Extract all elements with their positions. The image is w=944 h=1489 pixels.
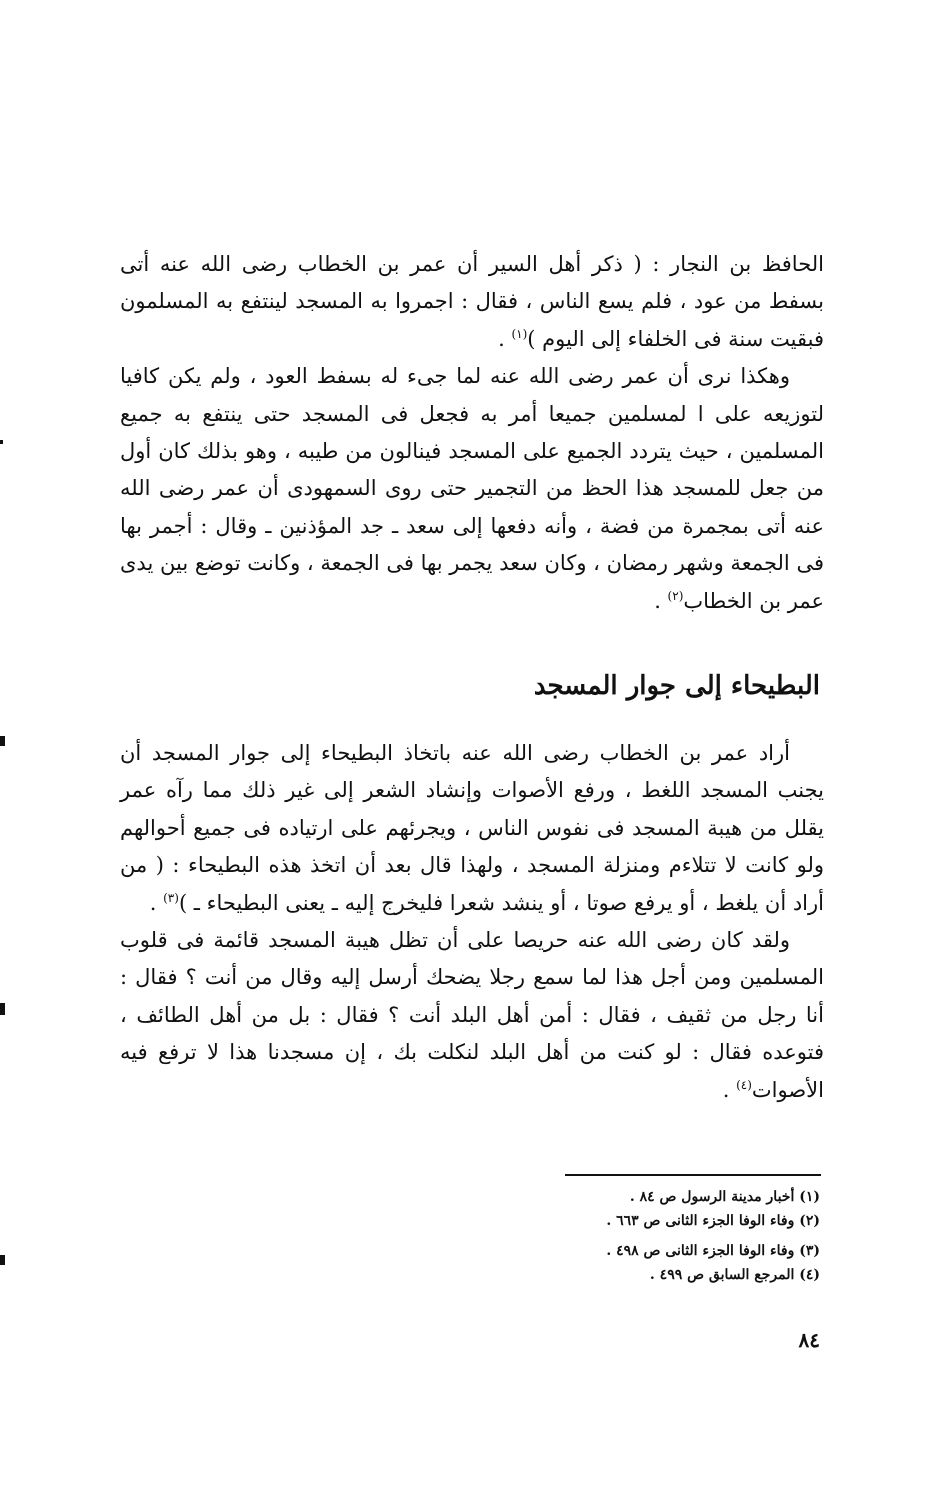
- footnote-divider: [565, 1174, 821, 1176]
- section-heading: البطيحاء إلى جوار المسجد: [533, 671, 820, 701]
- paragraph-2-text: وهكذا نرى أن عمر رضى الله عنه لما جىء له بسفط العود ، ولم يكن كافيا لتوزيعه على ا لمسلمين جميعا أمر به فجعل فى المسجد حتى ينتفع به جميع المسلمين ، حيث يتردد الجميع على المسجد فينالون من طيبه ، وهو بذلك كان أول من جعل للمسجد هذا الحظ من التجمير حتى روى السمهودى أن عمر رضى الله عنه أتى بمجمرة من فضة ، وأنه دفعها إلى سعد ـ جد المؤذنين ـ وقال : أجمر بها فى الجمعة وشهر رمضان ، وكان سعد يجمر بها فى الجمعة ، وكانت توضع بين يدى عمر بن الخطاب: [120, 364, 824, 613]
- text-block-bottom: [120, 735, 824, 1109]
- paragraph-4-text: ولقد كان رضى الله عنه حريصا على أن تظل هيبة المسجد قائمة فى قلوب المسلمين ومن أجل هذا لما سمع رجلا يضحك أرسل إليه وقال من أنت ؟ فقال : أنا رجل من ثقيف ، فقال : أمن أهل البلد أنت ؟ فقال : بل من أهل الطائف ، فتوعده فقال : لو كنت من أهل البلد لنكلت بك ، إن مسجدنا هذا لا ترفع فيه الأصوات: [120, 928, 824, 1102]
- paragraph-1-text: الحافظ بن النجار : ( ذكر أهل السير أن عمر بن الخطاب رضى الله عنه أتى بسفط من عود ، فلم يسع الناس ، فقال : اجمروا به المسجد لينتفع به المسلمون فبقيت سنة فى الخلفاء إلى اليوم ): [120, 252, 824, 351]
- paragraph-1-end: .: [498, 326, 512, 351]
- footnotes: [400, 1185, 820, 1287]
- scan-edge-mark: [0, 1003, 5, 1015]
- paragraph-1: [120, 246, 824, 358]
- paragraph-3-text: أراد عمر بن الخطاب رضى الله عنه باتخاذ البطيحاء إلى جوار المسجد أن يجنب المسجد اللغط ، ورفع الأصوات وإنشاد الشعر إلى غير ذلك مما رآه عمر يقلل من هيبة المسجد فى نفوس الناس ، ويجرئهم على ارتياده فى جميع أحوالهم ولو كانت لا تتلاءم ومنزلة المسجد ، ولهذا قال بعد أن اتخذ هذه البطيحاء : ( من أراد أن يلغط ، أو يرفع صوتا ، أو ينشد شعرا فليخرج إليه ـ يعنى البطيحاء ـ ): [120, 741, 824, 915]
- paragraph-4: [120, 922, 824, 1109]
- footnote-3: (٣) وفاء الوفا الجزء الثانى ص ٤٩٨ .: [606, 1243, 820, 1259]
- paragraph-2-end: .: [654, 588, 668, 613]
- footnote-ref-1: (١): [511, 326, 528, 341]
- scan-edge-mark: [0, 736, 5, 746]
- footnote-2: (٢) وفاء الوفا الجزء الثانى ص ٦٦٣ .: [606, 1213, 820, 1229]
- scan-edge-mark: [0, 440, 3, 444]
- paragraph-4-end: .: [722, 1077, 737, 1102]
- footnote-ref-4: (٤): [736, 1077, 752, 1092]
- paragraph-3-end: .: [149, 890, 164, 915]
- paragraph-3: [120, 735, 824, 922]
- scan-edge-mark: [0, 1255, 5, 1265]
- footnote-ref-2: (٢): [667, 588, 684, 603]
- page-number: ٨٤: [798, 1328, 820, 1352]
- text-block-top: [120, 246, 824, 620]
- paragraph-2: [120, 358, 824, 620]
- footnote-4: (٤) المرجع السابق ص ٤٩٩ .: [649, 1267, 820, 1283]
- footnote-1: (١) أخبار مدينة الرسول ص ٨٤ .: [629, 1189, 820, 1205]
- footnote-ref-3: (٣): [163, 890, 179, 905]
